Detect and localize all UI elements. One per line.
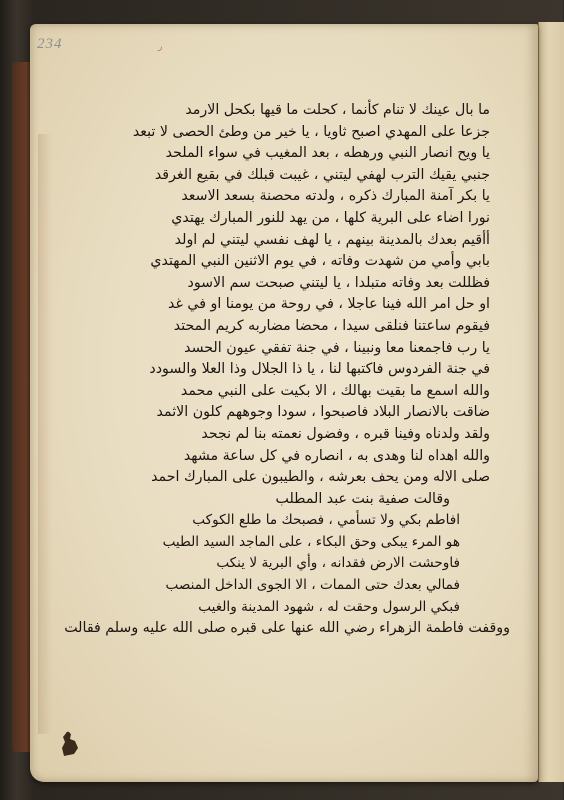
text-line: افاطم بكي ولا تسأمي ، فصبحك ما طلع الكوكب bbox=[192, 512, 460, 529]
text-line-closing: ووقفت فاطمة الزهراء رضي الله عنها على قبره صلى الله عليه وسلم فقالت bbox=[64, 620, 510, 637]
text-line: فظللت بعد وفاته متبلدا ، يا ليتني صبحت سم الاسود bbox=[187, 274, 490, 291]
text-line: والله اسمع ما بقيت بهالك ، الا بكيت على النبي محمد bbox=[180, 382, 490, 399]
text-line: فبكي الرسول وحقت له ، شهود المدينة والغيب bbox=[198, 598, 460, 615]
text-line: ضاقت بالانصار البلاد فاصبحوا ، سودا وجوههم كلون الاثمد bbox=[156, 404, 490, 421]
text-line: جنبي يقيك الترب لهفي ليتني ، غيبت قبلك في بقيع الغرقد bbox=[154, 166, 490, 183]
text-line: هو المرء يبكى وحق البكاء ، على الماجد السيد الطيب bbox=[162, 533, 460, 550]
facing-page-edge bbox=[538, 22, 564, 782]
text-line: أأقيم بعدك بالمدينة بينهم ، يا لهف نفسي ليتني لم اولد bbox=[174, 231, 490, 248]
text-line: جزعا على المهدي اصبح ثاويا ، يا خير من وطئ الحصى لا تبعد bbox=[132, 123, 490, 140]
folio-number: 234 bbox=[37, 36, 63, 52]
text-line: فيقوم ساعتنا فنلقى سيدا ، محضا مضاربه كريم المحتد bbox=[173, 317, 490, 334]
text-line: ما بال عينك لا تنام كأنما ، كحلت ما قيها بكحل الارمد bbox=[185, 102, 490, 118]
margin-mark: ر bbox=[158, 42, 163, 52]
text-line: في جنة الفردوس فاكتبها لنا ، يا ذا الجلال وذا العلا والسودد bbox=[149, 361, 490, 378]
text-line: يا ويح انصار النبي ورهطه ، بعد المغيب في سواء الملحد bbox=[165, 145, 490, 162]
library-stamp bbox=[58, 728, 82, 758]
manuscript-text bbox=[64, 100, 510, 640]
text-line: والله اهداه لنا وهدى به ، انصاره في كل ساعة مشهد bbox=[183, 447, 490, 464]
text-line: ولقد ولدناه وفينا قبره ، وفضول نعمته بنا لم نجحد bbox=[201, 425, 490, 442]
text-line: فاوحشت الارض فقدانه ، وأي البرية لا ينكب bbox=[216, 555, 460, 572]
text-line: صلى الاله ومن يحف بعرشه ، والطيبون على المبارك احمد bbox=[151, 469, 490, 486]
text-line: يا بكر آمنة المبارك ذكره ، ولدته محصنة بسعد الاسعد bbox=[181, 188, 490, 205]
section-heading: وقالت صفية بنت عبد المطلب bbox=[275, 490, 450, 507]
text-line: يا رب فاجمعنا معا ونبينا ، في جنة تفقي عيون الحسد bbox=[184, 339, 490, 356]
text-line: او حل امر الله فينا عاجلا ، في روحة من يومنا او في غد bbox=[168, 296, 490, 313]
text-line: نورا اضاء على البرية كلها ، من يهد للنور المبارك يهتدي bbox=[171, 209, 490, 226]
text-line: فمالي بعدك حتى الممات ، الا الجوى الداخل المنصب bbox=[165, 577, 460, 594]
text-line: بابي وأمي من شهدت وفاته ، في يوم الاثنين النبي المهتدي bbox=[150, 253, 490, 270]
